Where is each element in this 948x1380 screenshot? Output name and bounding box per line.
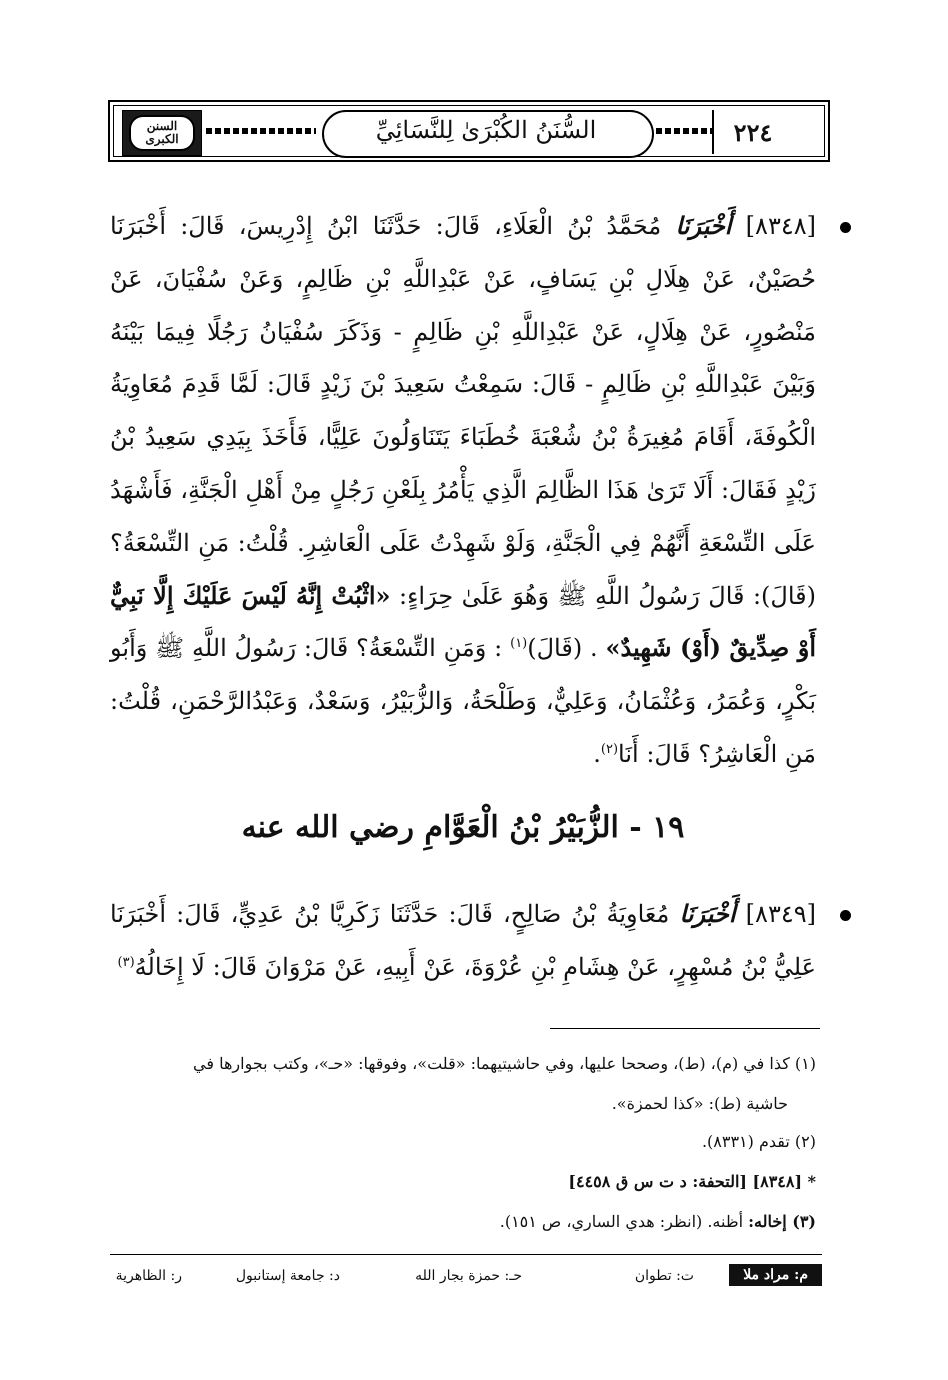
- emblem-text: السنن الكبرى: [145, 119, 179, 146]
- hadith-8348: [110, 200, 816, 781]
- sigla-d: د: جامعة إستانبول: [235, 1268, 340, 1284]
- footnote-ref[interactable]: (١): [510, 636, 528, 652]
- book-title: السُّنَنُ الكُبْرَىٰ لِلنَّسَائِيِّ: [375, 116, 597, 144]
- page-number: ٢٢٤: [733, 117, 773, 147]
- sigla-m: م: مراد ملا: [729, 1264, 822, 1286]
- akhbarana-word: أَخْبَرَنَا: [679, 899, 736, 928]
- sigla-t: ت: تطوان: [634, 1268, 694, 1284]
- tuhfa-text: [٨٣٤٨] [التحفة: د ت س ق ٤٤٥٨]: [568, 1172, 803, 1191]
- hadith-8349: [110, 888, 816, 994]
- footnote-ref[interactable]: (٣): [117, 954, 135, 970]
- bullet-marker: [840, 910, 851, 921]
- bullet-marker: [840, 222, 851, 233]
- footnote-3-text: أظنه. (انظر: هدي الساري، ص ١٥١).: [499, 1212, 744, 1231]
- footnote-separator: [550, 1028, 820, 1029]
- footnote-1: (١) كذا في (م)، (ط)، وصححا عليها، وفي حاشيتيهما: «قلت»، وفوقها: «حـ»، وكتب بجوارها في: [193, 1054, 816, 1073]
- hadith-number: [٨٣٤٩]: [745, 900, 816, 928]
- footnote-ref[interactable]: (٢): [600, 741, 619, 757]
- sigla-separator: [110, 1254, 822, 1255]
- footnote-1-cont: حاشية (ط): «كذا لحمزة».: [611, 1094, 788, 1113]
- tuhfa-reference: [110, 1172, 816, 1192]
- chapter-heading: ١٩ - الزُّبَيْرُ بْنُ الْعَوَّامِ رضي الله عنه: [241, 810, 685, 845]
- ornament-chain-left: [206, 128, 316, 134]
- sigla-h: حـ: حمزة بجار الله: [415, 1268, 522, 1284]
- narration-text: . (قَالَ): [527, 634, 598, 663]
- ornament-chain-right: [656, 128, 712, 134]
- footnote-3-label: (٣) إخاله:: [748, 1212, 816, 1231]
- isnad-text: مُعَاوِيَةُ بْنُ صَالِحٍ، قَالَ: حَدَّثَنَا زَكَرِيَّا بْنُ عَدِيٍّ، قَالَ: أَخْبَرَنَا عَلِيُّ بْنُ مُسْهِرٍ، عَنْ هِشَامِ بْنِ عُرْوَةَ، عَنْ أَبِيهِ، عَنْ مَرْوَانَ قَالَ: لَا إِخَالُهُ: [110, 900, 816, 981]
- prophetic-saying: «اثْبُتْ إِنَّهُ لَيْسَ عَلَيْكَ إِلَّا نَبِيٌّ أَوْ صِدِّيقٌ (أَوْ) شَهِيدٌ»: [110, 580, 817, 663]
- footnote-2: (٢) تقدم (٨٣٣١).: [701, 1132, 816, 1151]
- book-emblem: [122, 110, 202, 156]
- hadith-number: [٨٣٤٨]: [745, 212, 816, 240]
- isnad-text: مُحَمَّدُ بْنُ الْعَلَاءِ، قَالَ: حَدَّثَنَا ابْنُ إِدْرِيسَ، قَالَ: أَخْبَرَنَا حُصَيْنٌ، عَنْ هِلَالِ بْنِ يَسَافٍ، عَنْ عَبْدِاللَّهِ بْنِ ظَالِمٍ، وَعَنْ سُفْيَانَ، عَنْ مَنْصُورٍ، عَنْ هِلَالٍ، عَنْ عَبْدِاللَّهِ بْنِ ظَالِمٍ - وَذَكَرَ سُفْيَانُ رَجُلًا فِيمَا بَيْنَهُ وَبَيْنَ عَبْدِاللَّهِ بْنِ ظَالِمٍ - قَالَ: سَمِعْتُ سَعِيدَ بْنَ زَيْدٍ قَالَ: لَمَّا قَدِمَ مُعَاوِيَةُ الْكُوفَةَ، أَقَامَ مُغِيرَةُ بْنُ شُعْبَةَ خُطَبَاءَ يَتَنَاوَلُونَ عَلِيًّا، فَأَخَذَ بِيَدِي سَعِيدُ بْنُ زَيْدٍ فَقَالَ: أَلَا تَرَىٰ هَذَا الظَّالِمَ الَّذِي يَأْمُرُ بِلَعْنِ رَجُلٍ مِنْ أَهْلِ الْجَنَّةِ، فَأَشْهَدُ عَلَى التِّسْعَةِ أَنَّهُمْ فِي الْجَنَّةِ، وَلَوْ شَهِدْتُ عَلَى الْعَاشِرِ. قُلْتُ: مَنِ التِّسْعَةُ؟ (قَالَ): قَالَ رَسُولُ اللَّهِ ﷺ وَهُوَ عَلَىٰ حِرَاءٍ:: [110, 212, 816, 610]
- sigla-r: ر: الظاهرية: [115, 1268, 182, 1284]
- page-header: [108, 100, 830, 162]
- footnote-3: [110, 1212, 816, 1232]
- end-punct: .: [593, 739, 601, 768]
- manuscript-sigla: [110, 1264, 822, 1290]
- star-icon: *: [807, 1172, 816, 1191]
- akhbarana-word: أَخْبَرَنَا: [675, 211, 732, 240]
- narration-text-cont: : وَمَنِ التِّسْعَةُ؟ قَالَ: رَسُولُ اللَّهِ ﷺ وَأَبُو بَكْرٍ، وَعُمَرُ، وَعُثْمَانُ، وَعَلِيٌّ، وَطَلْحَةُ، وَالزُّبَيْرُ، وَسَعْدٌ، وَعَبْدُالرَّحْمَنِ، قُلْتُ: مَنِ الْعَاشِرُ؟ قَالَ: أَنَا: [110, 634, 816, 768]
- header-frame: [113, 105, 825, 157]
